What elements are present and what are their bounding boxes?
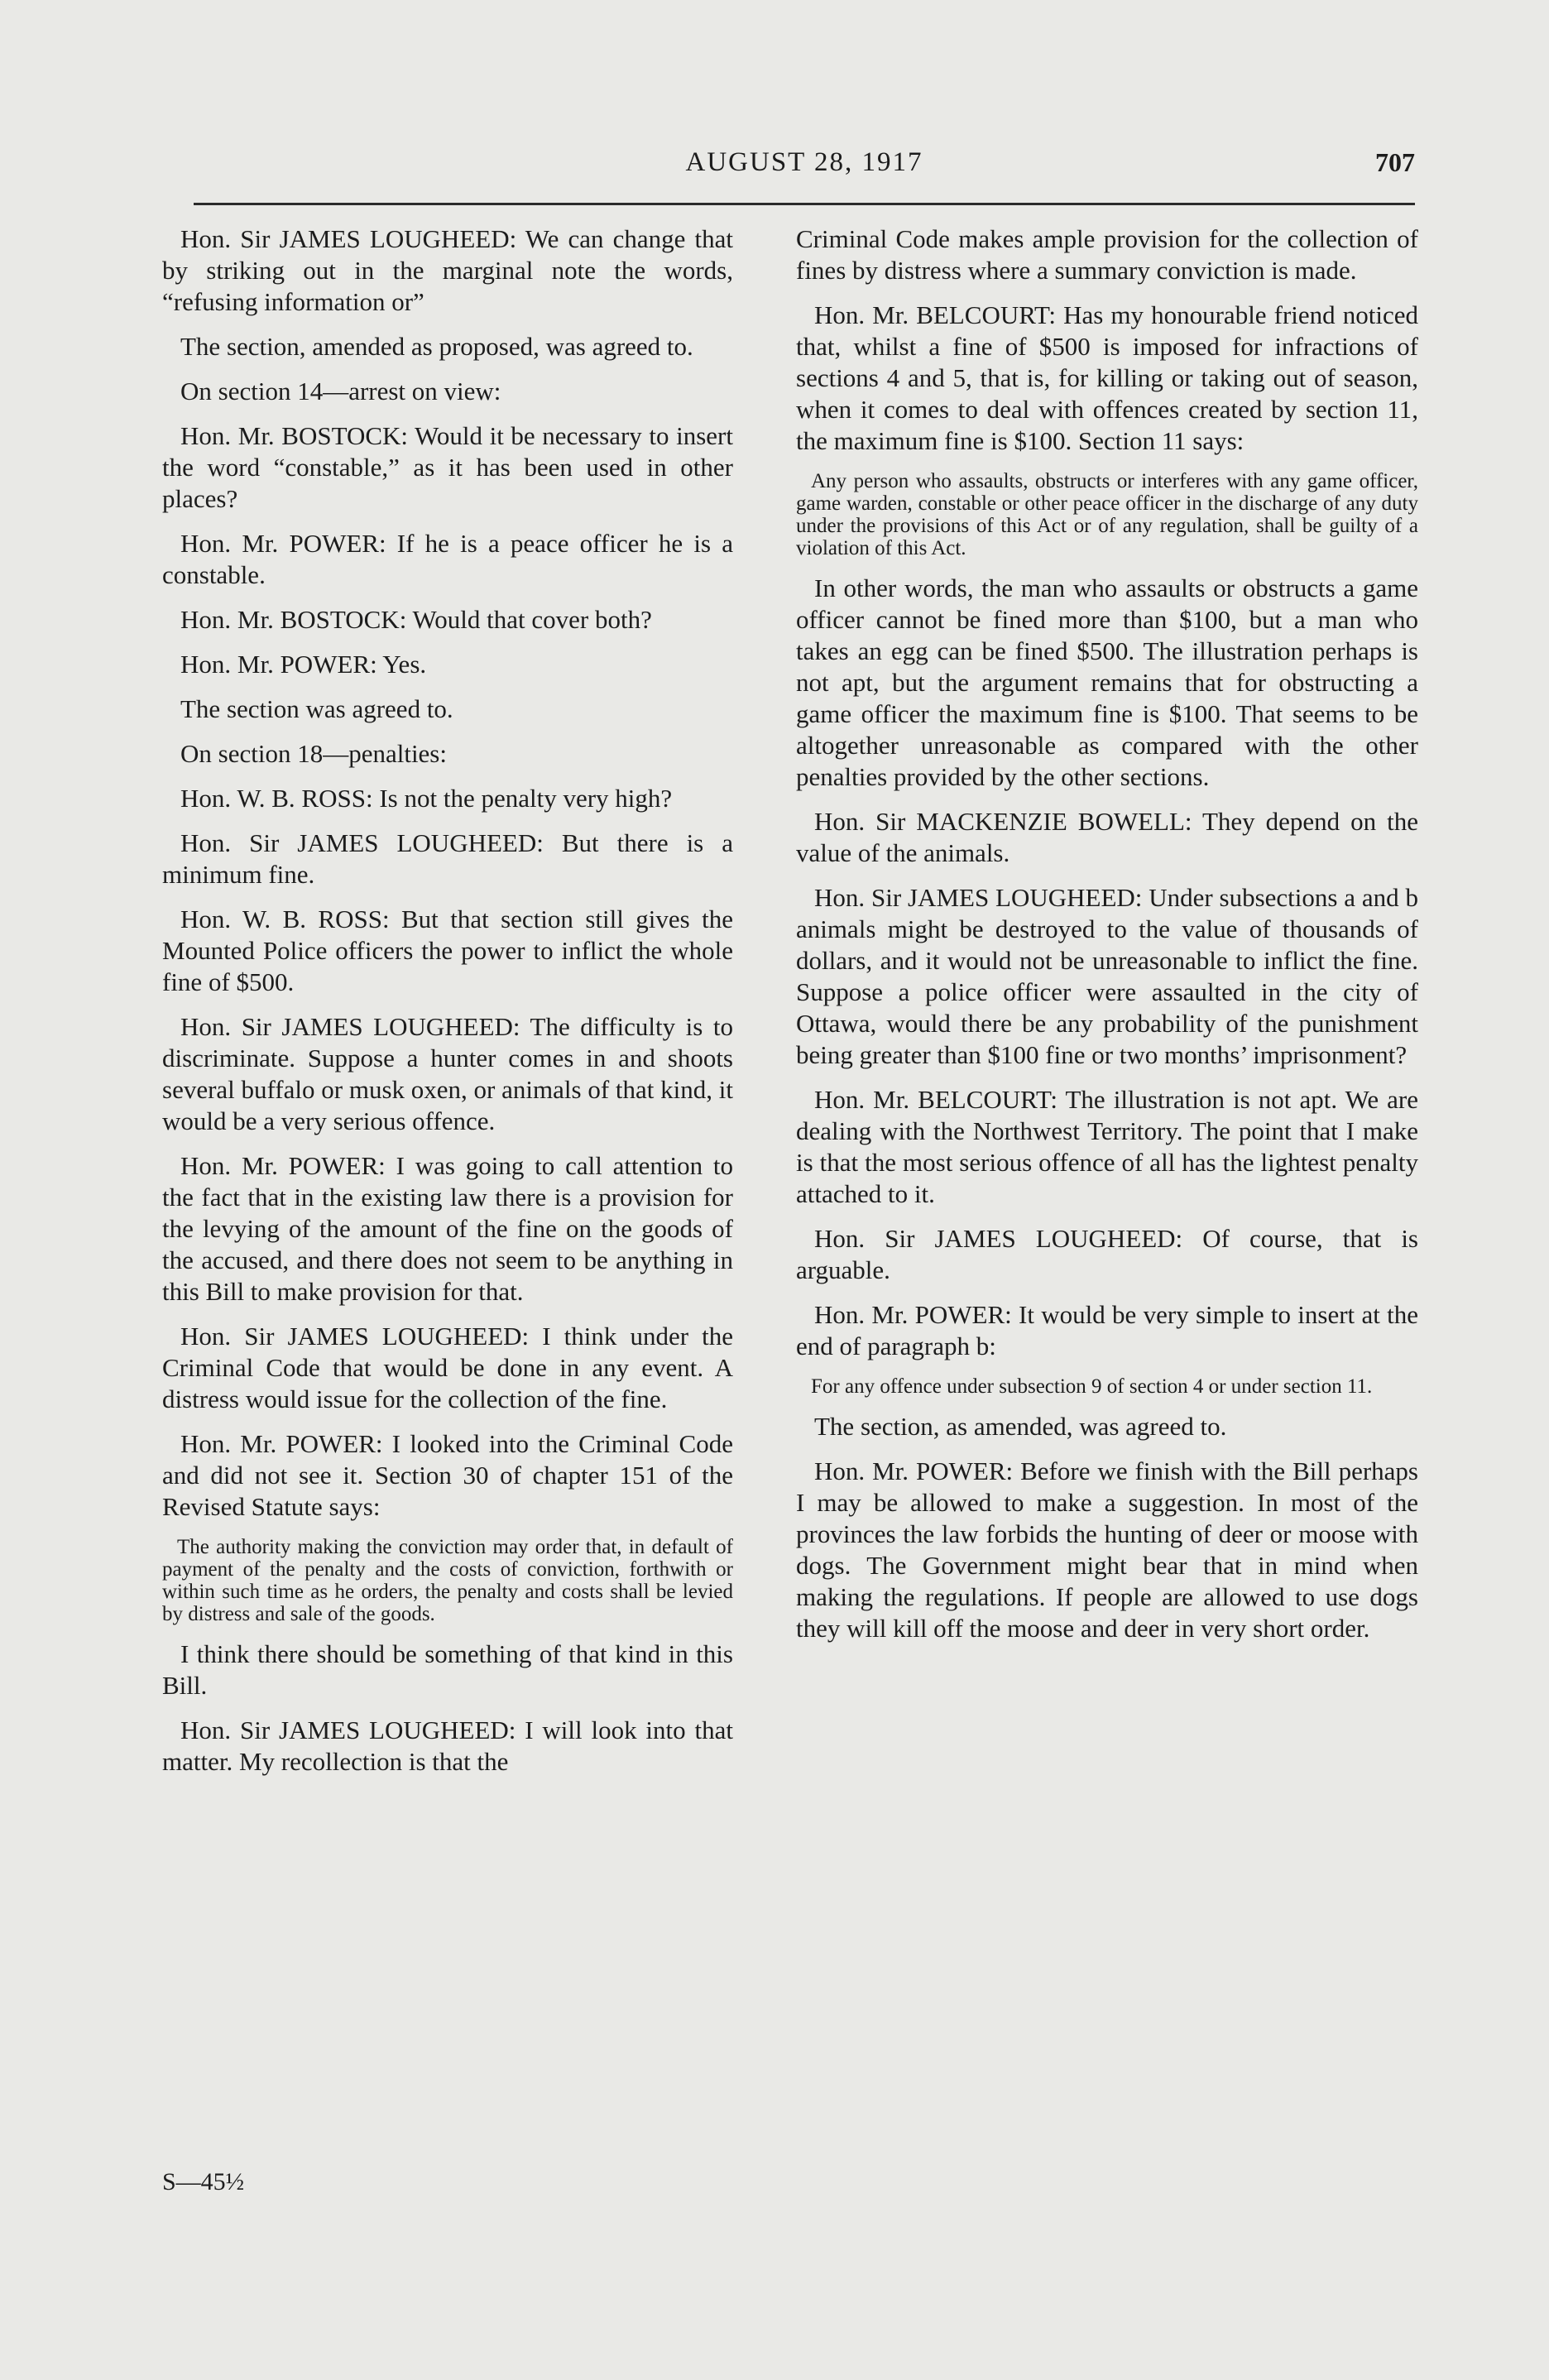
right-paragraph: Hon. Mr. BELCOURT: Has my honourable friend noticed that, whilst a fine of $500 is imposed for infractions of sections 4 and 5, that is, for killing or taking out of season, when it comes to deal with offences created by section 11, the maximum fine is $100. Section 11 says: [796, 300, 1418, 455]
header-rule [194, 203, 1415, 205]
left-paragraph: On section 14—arrest on view: [180, 377, 501, 405]
right-column [796, 223, 1418, 1658]
right-paragraph: Hon. Mr. POWER: Before we finish with the Bill perhaps I may be allowed to make a suggestion. In most of the provinces the law forbids the hunting of deer or moose with dogs. The Government might bear that in mind when making the regulations. If people are allowed to use dogs they will kill off the moose and deer in very short order. [796, 1456, 1418, 1643]
right-quoted-statute: Any person who assaults, obstructs or interferes with any game officer, game warden, constable or other peace officer in the discharge of any duty under the provisions of this Act or of any regulation, shall be guilty of a violation of this Act. [796, 470, 1418, 559]
left-paragraph: Hon. Sir JAMES LOUGHEED: The difficulty is to discriminate. Suppose a hunter comes in and shoots several buffalo or musk oxen, or animals of that kind, it would be a very serious offence. [162, 1012, 733, 1135]
left-paragraph: Hon. Mr. POWER: Yes. [180, 650, 427, 679]
left-paragraph: Hon. Mr. POWER: I looked into the Criminal Code and did not see it. Section 30 of chapter 151 of the Revised Statute says: [162, 1429, 733, 1521]
right-paragraph: Hon. Mr. BELCOURT: The illustration is not apt. We are dealing with the Northwest Territory. The point that I make is that the most serious offence of all has the lightest penalty attached to it. [796, 1085, 1418, 1208]
left-paragraph: Hon. Sir JAMES LOUGHEED: We can change that by striking out in the marginal note the words, “refusing information or” [162, 224, 733, 316]
right-quoted-statute: For any offence under subsection 9 of section 4 or under section 11. [811, 1375, 1373, 1398]
left-quoted-statute: The authority making the conviction may order that, in default of payment of the penalty and the costs of conviction, forthwith or within such time as he orders, the penalty and costs shall be levied by distress and sale of the goods. [162, 1536, 733, 1625]
left-paragraph: Hon. Sir JAMES LOUGHEED: But there is a minimum fine. [162, 828, 733, 889]
left-paragraph: Hon. Sir JAMES LOUGHEED: I think under the Criminal Code that would be done in any event. A distress would issue for the collection of the fine. [162, 1322, 733, 1413]
right-paragraph: Hon. Sir JAMES LOUGHEED: Of course, that is arguable. [796, 1224, 1418, 1284]
left-paragraph: Hon. Sir JAMES LOUGHEED: I will look into that matter. My recollection is that the [162, 1715, 733, 1776]
right-paragraph: The section, as amended, was agreed to. [814, 1412, 1227, 1441]
right-paragraph-continued: Criminal Code makes ample provision for the collection of fines by distress where a summary conviction is made. [796, 224, 1418, 285]
left-paragraph: I think there should be something of that kind in this Bill. [162, 1639, 733, 1700]
signature-mark: S—45½ [162, 2168, 245, 2195]
left-paragraph: Hon. Mr. BOSTOCK: Would that cover both? [180, 605, 652, 634]
left-paragraph: Hon. Mr. POWER: I was going to call attention to the fact that in the existing law there is a provision for the levying of the amount of the fine on the goods of the accused, and there does not seem to be anything in this Bill to make provision for that. [162, 1151, 733, 1306]
right-paragraph: In other words, the man who assaults or obstructs a game officer cannot be fined more than $100, but a man who takes an egg can be fined $500. The illustration perhaps is not apt, but the argument remains that for obstructing a game officer the maximum fine is $100. That seems to be altogether unreasonable as compared with the other penalties provided by the other sections. [796, 573, 1418, 791]
header-date: AUGUST 28, 1917 [685, 147, 923, 177]
left-paragraph: Hon. Mr. POWER: If he is a peace officer he is a constable. [162, 529, 733, 589]
left-paragraph: Hon. W. B. ROSS: Is not the penalty very high? [180, 784, 673, 813]
right-paragraph: Hon. Mr. POWER: It would be very simple to insert at the end of paragraph b: [796, 1300, 1418, 1360]
page-number: 707 [1375, 147, 1415, 177]
left-paragraph: Hon. Mr. BOSTOCK: Would it be necessary to insert the word “constable,” as it has been used in other places? [162, 421, 733, 513]
right-paragraph: Hon. Sir JAMES LOUGHEED: Under subsections a and b animals might be destroyed to the value of thousands of dollars, and it would not be unreasonable to inflict the fine. Suppose a police officer were assaulted in the city of Ottawa, would there be any probability of the punishment being greater than $100 fine or two months’ imprisonment? [796, 883, 1418, 1069]
left-paragraph: The section was agreed to. [180, 694, 453, 723]
left-paragraph: On section 18—penalties: [180, 739, 447, 768]
page-header [194, 147, 1415, 189]
right-paragraph: Hon. Sir MACKENZIE BOWELL: They depend on the value of the animals. [796, 807, 1418, 867]
left-paragraph: The section, amended as proposed, was agreed to. [180, 332, 693, 361]
left-column [162, 223, 733, 1791]
left-paragraph: Hon. W. B. ROSS: But that section still gives the Mounted Police officers the power to inflict the whole fine of $500. [162, 904, 733, 996]
